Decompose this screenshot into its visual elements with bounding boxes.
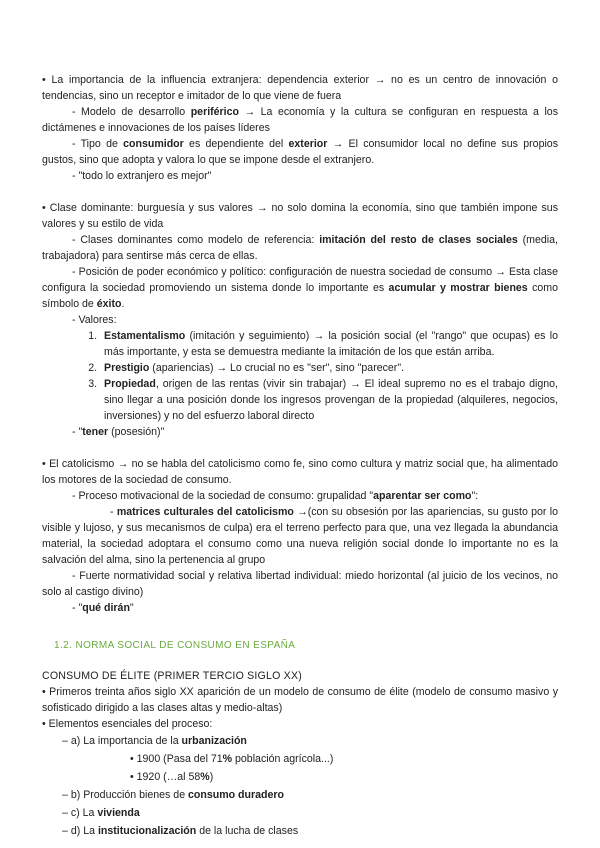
text: ": [129, 602, 134, 614]
text: (apariencias) → Lo crucial no es "ser", sino "parecer".: [149, 362, 405, 374]
text: • Clase dominante: burguesía y sus valores → no solo domina la economía, sino que también impone sus valores y su estilo de vida: [42, 202, 558, 230]
text: - ": [72, 426, 83, 438]
bold-term: consumidor: [123, 138, 184, 150]
list-item: [42, 768, 558, 786]
text: - Fuerte normatividad social y relativa libertad individual: miedo horizontal (al juicio de los vecinos, no solo al castigo divino): [42, 570, 558, 598]
text: - Posición de poder económico y político: configuración de nuestra sociedad de consumo → Esta clase configura la sociedad promoviendo un sistema donde lo importante es: [42, 266, 558, 294]
text: – d) La: [62, 825, 98, 837]
bold-term: Propiedad: [104, 378, 156, 390]
bold-term: tener: [82, 426, 109, 438]
bullet-paragraph: [42, 72, 558, 104]
text: • El catolicismo → no se habla del catolicismo como fe, sino como cultura y matriz social que, ha alimentado los motores de la sociedad de consumo.: [42, 458, 558, 486]
sub-paragraph: [42, 424, 558, 440]
list-item: [42, 786, 558, 804]
text: - "todo lo extranjero es mejor": [72, 170, 212, 182]
list-item: [42, 822, 558, 840]
text: - Valores:: [72, 314, 117, 326]
text: ":: [471, 490, 479, 502]
text: – a) La importancia de la: [62, 735, 182, 747]
sub-paragraph: [42, 504, 558, 568]
values-list: [42, 328, 558, 424]
text: es dependiente del: [183, 138, 289, 150]
sub-paragraph: [42, 488, 558, 504]
list-item: [42, 732, 558, 750]
bold-term: éxito: [96, 298, 122, 310]
subsection-heading: CONSUMO DE ÉLITE (PRIMER TERCIO SIGLO XX): [42, 670, 302, 682]
values-label: [42, 312, 558, 328]
section-heading: 1.2. NORMA SOCIAL DE CONSUMO EN ESPAÑA: [54, 640, 296, 651]
text: de la lucha de clases: [196, 825, 299, 837]
text: - ": [72, 602, 83, 614]
text: • Primeros treinta años siglo XX aparición de un modelo de consumo de élite (modelo de consumo masivo y sofisticado dirigido a las clases altas y medio-altas): [42, 686, 558, 714]
bullet-paragraph: [42, 716, 558, 732]
text: - Proceso motivacional de la sociedad de consumo: grupalidad ": [72, 490, 374, 502]
bold-term: %: [222, 753, 233, 765]
sub-paragraph: [42, 232, 558, 264]
text: - Tipo de: [72, 138, 124, 150]
text: – b) Producción bienes de: [62, 789, 189, 801]
bullet-paragraph: [42, 200, 558, 232]
text: (media, trabajadora) para sentirse más cerca de ellas.: [42, 234, 558, 262]
document-page: [42, 72, 558, 840]
text: (posesión)": [108, 426, 165, 438]
sub-paragraph: [42, 136, 558, 168]
bullet-paragraph: [42, 684, 558, 716]
text: - Modelo de desarrollo: [72, 106, 191, 118]
bullet-paragraph: [42, 456, 558, 488]
text: • La importancia de la influencia extranjera: dependencia exterior → no es un centro de innovación o tendencias, sino un receptor e imitador de lo que viene de fuera: [42, 74, 558, 102]
sub-paragraph: [42, 264, 558, 312]
list-item: [100, 328, 558, 360]
text: población agrícola...): [232, 753, 334, 765]
list-item: [100, 376, 558, 424]
list-item: [42, 804, 558, 822]
bold-term: vivienda: [97, 807, 140, 819]
sub-paragraph: [42, 168, 558, 184]
text: → El consumidor local no define sus propios gustos, sino que adopta y valora lo que se impone desde el extranjero.: [42, 138, 558, 166]
text: -: [110, 506, 117, 518]
text: • 1920 (…al 58: [130, 771, 201, 783]
bold-term: Estamentalismo: [104, 330, 186, 342]
bold-term: consumo duradero: [188, 789, 284, 801]
bold-term: qué dirán: [82, 602, 130, 614]
text: → La economía y la cultura se configuran en respuesta a los dictámenes e innovaciones de los países líderes: [42, 106, 558, 134]
text: • Elementos esenciales del proceso:: [42, 718, 213, 730]
text: .: [121, 298, 125, 310]
bold-term: %: [200, 771, 210, 783]
sub-paragraph: [42, 600, 558, 616]
text: →(con su obsesión por las apariencias, su gusto por lo visible y lujoso, y sus mecanismos de culpa) era el terreno perfecto para que, una vez llegada la abundancia material, la sociedad adoptara el consumo como una nueva religión social donde lo importante no es la salvación del alma, sino la pertenencia al grupo: [42, 506, 558, 566]
bold-term: institucionalización: [97, 825, 197, 837]
sub-paragraph: [42, 104, 558, 136]
text: - Clases dominantes como modelo de referencia:: [72, 234, 320, 246]
text: • 1900 (Pasa del 71: [130, 753, 223, 765]
bold-term: Prestigio: [104, 362, 150, 374]
sub-paragraph: [42, 568, 558, 600]
list-item: [42, 750, 558, 768]
text: – c) La: [62, 807, 98, 819]
list-item: [100, 360, 558, 376]
bold-term: imitación del resto de clases sociales: [319, 234, 518, 246]
bold-term: aparentar ser como: [373, 490, 472, 502]
text: ): [209, 771, 214, 783]
text: (imitación y seguimiento) → la posición social (el "rango" que ocupas) es lo más importante, y esta se demuestra mediante la imitación de los que están arriba.: [104, 330, 558, 358]
bold-term: periférico: [190, 106, 239, 118]
text: , origen de las rentas (vivir sin trabajar) → El ideal supremo no es el trabajo digno, sino llegar a una posición donde los ingresos provengan de la propiedad (alquileres, negocios, inversiones) y no del esfuerzo laboral directo: [104, 378, 558, 422]
text: como símbolo de: [42, 282, 558, 310]
bold-term: matrices culturales del catolicismo: [116, 506, 294, 518]
bold-term: exterior: [288, 138, 328, 150]
bold-term: urbanización: [181, 735, 247, 747]
bold-term: acumular y mostrar bienes: [388, 282, 528, 294]
